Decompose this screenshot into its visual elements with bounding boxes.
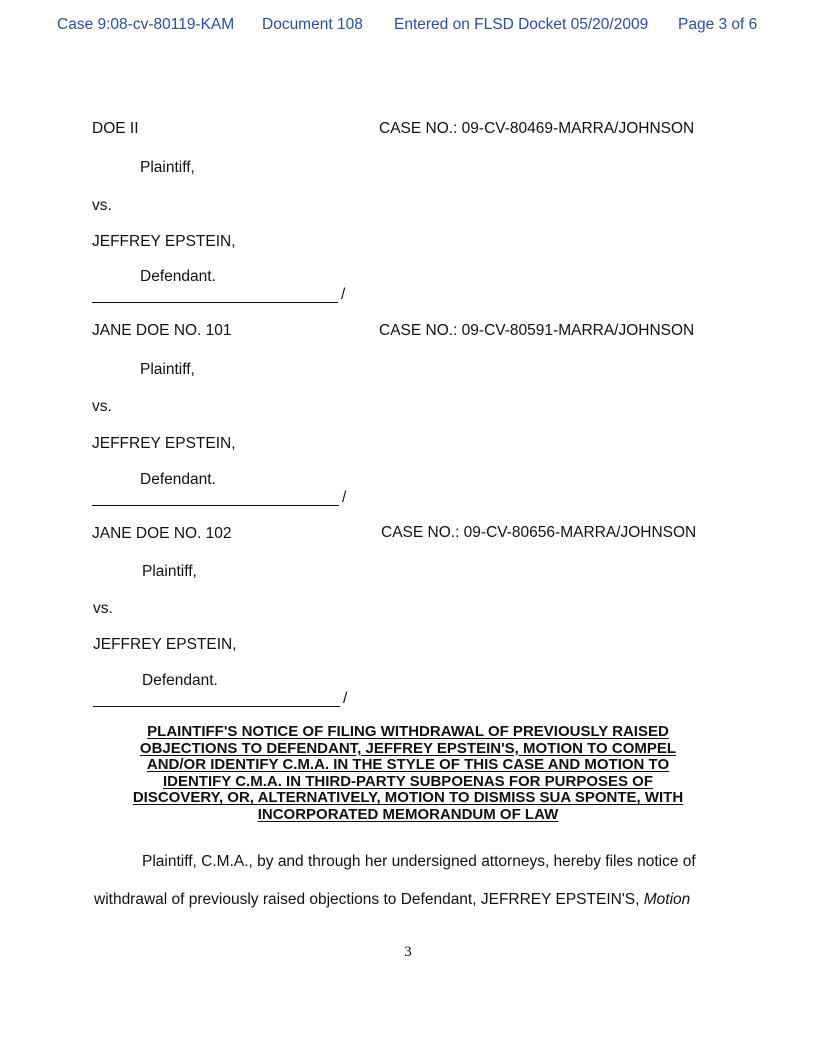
body-line-1: Plaintiff, C.M.A., by and through her undersigned attorneys, hereby files notice of	[142, 853, 696, 870]
case-number: CASE NO.: 09-CV-80656-MARRA/JOHNSON	[381, 524, 697, 541]
plaintiff-label: Plaintiff,	[140, 361, 195, 378]
caption-rule	[92, 302, 338, 303]
plaintiff-name: JANE DOE NO. 102	[92, 525, 232, 542]
plaintiff-label: Plaintiff,	[140, 159, 195, 176]
caption-rule	[93, 706, 340, 707]
defendant-name: JEFFREY EPSTEIN,	[92, 233, 236, 250]
document-title	[100, 724, 716, 823]
page-number: 3	[404, 944, 412, 960]
body-line-2	[94, 891, 690, 909]
caption-slash: /	[343, 690, 348, 707]
caption-rule	[92, 505, 339, 506]
defendant-label: Defendant.	[142, 672, 218, 689]
case-number: CASE NO.: 09-CV-80591-MARRA/JOHNSON	[379, 322, 695, 339]
defendant-label: Defendant.	[140, 268, 216, 285]
title-line: PLAINTIFF'S NOTICE OF FILING WITHDRAWAL OF PREVIOUSLY RAISED	[147, 723, 669, 740]
title-line: INCORPORATED MEMORANDUM OF LAW	[257, 805, 559, 823]
header-document-number: Document 108	[262, 16, 363, 33]
defendant-label: Defendant.	[140, 471, 216, 488]
docket-header	[0, 16, 816, 40]
plaintiff-name: DOE II	[92, 120, 139, 137]
body-line-2-italic: Motion	[643, 891, 691, 908]
defendant-name: JEFFREY EPSTEIN,	[92, 435, 236, 452]
caption-slash: /	[341, 286, 346, 303]
versus-label: vs.	[92, 197, 112, 214]
plaintiff-label: Plaintiff,	[142, 563, 197, 580]
plaintiff-name: JANE DOE NO. 101	[92, 322, 232, 339]
defendant-name: JEFFREY EPSTEIN,	[93, 636, 237, 653]
title-line: AND/OR IDENTIFY C.M.A. IN THE STYLE OF THIS CASE AND MOTION TO	[146, 756, 670, 773]
body-line-2-text: withdrawal of previously raised objections to Defendant, JEFRREY EPSTEIN'S,	[94, 891, 644, 908]
case-number: CASE NO.: 09-CV-80469-MARRA/JOHNSON	[379, 120, 695, 137]
header-case-number: Case 9:08-cv-80119-KAM	[57, 16, 235, 33]
versus-label: vs.	[93, 600, 113, 617]
title-line: IDENTIFY C.M.A. IN THIRD-PARTY SUBPOENAS FOR PURPOSES OF	[162, 772, 654, 790]
title-line: OBJECTIONS TO DEFENDANT, JEFFREY EPSTEIN'S, MOTION TO COMPEL	[139, 739, 677, 757]
title-line: DISCOVERY, OR, ALTERNATIVELY, MOTION TO DISMISS SUA SPONTE, WITH	[132, 789, 684, 806]
header-page-count: Page 3 of 6	[678, 16, 758, 33]
caption-slash: /	[342, 489, 347, 506]
header-entered-date: Entered on FLSD Docket 05/20/2009	[394, 16, 649, 33]
versus-label: vs.	[92, 398, 112, 415]
